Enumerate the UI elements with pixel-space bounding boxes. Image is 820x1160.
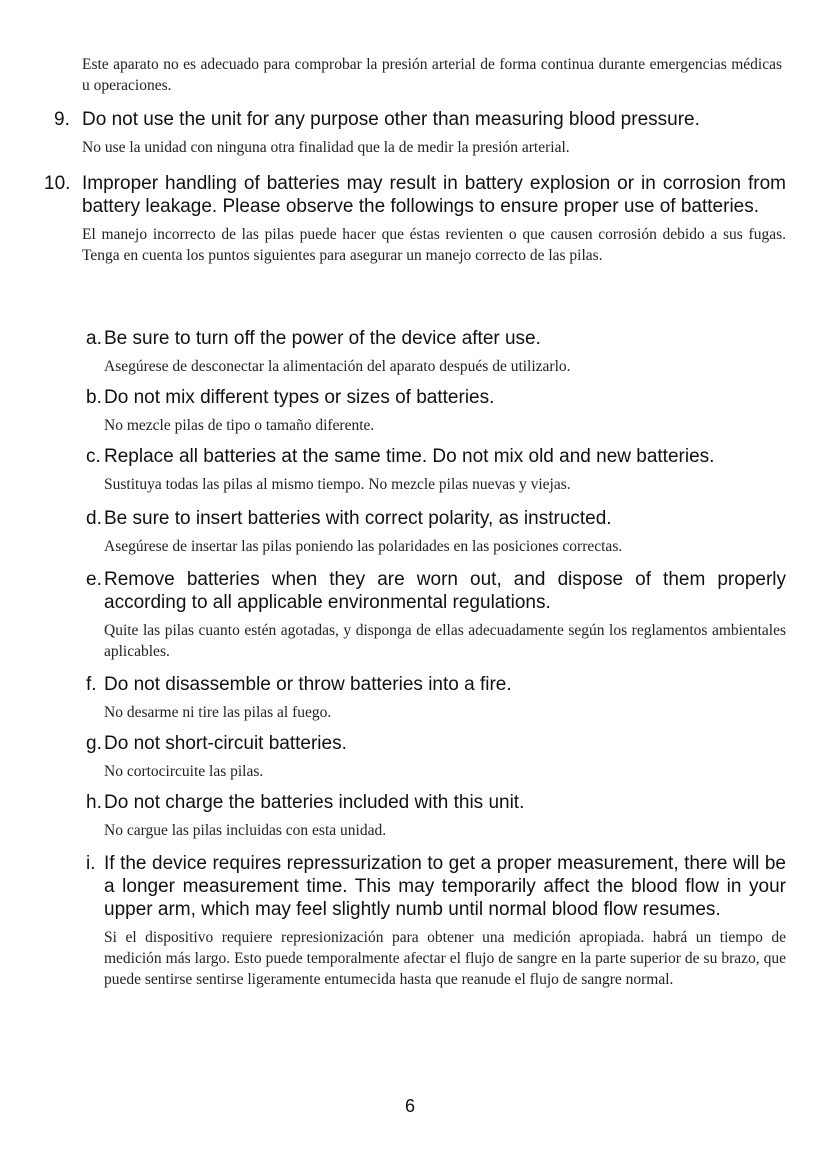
- intro-spanish-text: Este aparato no es adecuado para comprobar la presión arterial de forma continua durante emergencias médicas u operaciones.: [82, 56, 782, 94]
- sub-item-spanish-text: No cortocircuite las pilas.: [104, 763, 264, 780]
- sub-item-english-text: Do not short-circuit batteries.: [104, 733, 347, 754]
- sub-item-spanish-text: No mezcle pilas de tipo o tamaño diferente.: [104, 417, 375, 434]
- item-number: 9.: [54, 109, 70, 130]
- item-spanish-text: No use la unidad con ninguna otra finalidad que la de medir la presión arterial.: [82, 139, 570, 156]
- sub-item-letter: c.: [86, 446, 101, 467]
- item-english-text: Improper handling of batteries may result in battery explosion or in corrosion from battery leakage. Please observe the followings to ensure proper use of batteries.: [82, 173, 786, 217]
- sub-item-letter: e.: [86, 569, 102, 590]
- sub-item-spanish-text: Asegúrese de desconectar la alimentación del aparato después de utilizarlo.: [104, 358, 571, 375]
- sub-item-english-text: Do not charge the batteries included with this unit.: [104, 792, 525, 813]
- sub-item-letter: a.: [86, 328, 102, 349]
- sub-item-letter: h.: [86, 792, 102, 813]
- item-spanish-text: El manejo incorrecto de las pilas puede hacer que éstas revienten o que causen corrosión debido a sus fugas. Tenga en cuenta los puntos siguientes para asegurar un manejo correcto de las pilas.: [82, 226, 786, 264]
- sub-item-english-text: If the device requires repressurization to get a proper measurement, there will be a longer measurement time. This may temporarily affect the blood flow in your upper arm, which may feel slightly numb until normal blood flow resumes.: [104, 853, 786, 920]
- sub-item-spanish-text: Quite las pilas cuanto estén agotadas, y disponga de ellas adecuadamente según los reglamentos ambientales aplicables.: [104, 622, 786, 660]
- sub-item-english-text: Be sure to insert batteries with correct polarity, as instructed.: [104, 508, 612, 529]
- sub-item-spanish-text: Si el dispositivo requiere represionización para obtener una medición apropiada. habrá un tiempo de medición más largo. Esto puede temporalmente afectar el flujo de sangre en la parte superior de su brazo, que puede sentirse sentirse ligeramente entumecida hasta que reanude el flujo de sangre normal.: [104, 929, 786, 988]
- page-number: 6: [404, 1096, 415, 1116]
- sub-item-spanish-text: No desarme ni tire las pilas al fuego.: [104, 704, 332, 721]
- sub-item-english-text: Do not mix different types or sizes of batteries.: [104, 387, 495, 408]
- sub-item-letter: g.: [86, 733, 102, 754]
- sub-item-spanish-text: Asegúrese de insertar las pilas poniendo las polaridades en las posiciones correctas.: [104, 538, 623, 555]
- sub-item-spanish-text: Sustituya todas las pilas al mismo tiempo. No mezcle pilas nuevas y viejas.: [104, 476, 571, 493]
- sub-item-letter: i.: [86, 853, 96, 874]
- item-english-text: Do not use the unit for any purpose other than measuring blood pressure.: [82, 109, 700, 130]
- sub-item-english-text: Be sure to turn off the power of the device after use.: [104, 328, 541, 349]
- sub-item-spanish-text: No cargue las pilas incluidas con esta unidad.: [104, 822, 387, 839]
- sub-item-letter: b.: [86, 387, 102, 408]
- sub-item-letter: d.: [86, 508, 102, 529]
- sub-item-english-text: Replace all batteries at the same time. Do not mix old and new batteries.: [104, 446, 715, 467]
- sub-item-english-text: Do not disassemble or throw batteries into a fire.: [104, 674, 512, 695]
- sub-item-english-text: Remove batteries when they are worn out, and dispose of them properly according to all applicable environmental regulations.: [104, 569, 786, 613]
- sub-item-letter: f.: [86, 674, 97, 695]
- item-number: 10.: [44, 173, 71, 194]
